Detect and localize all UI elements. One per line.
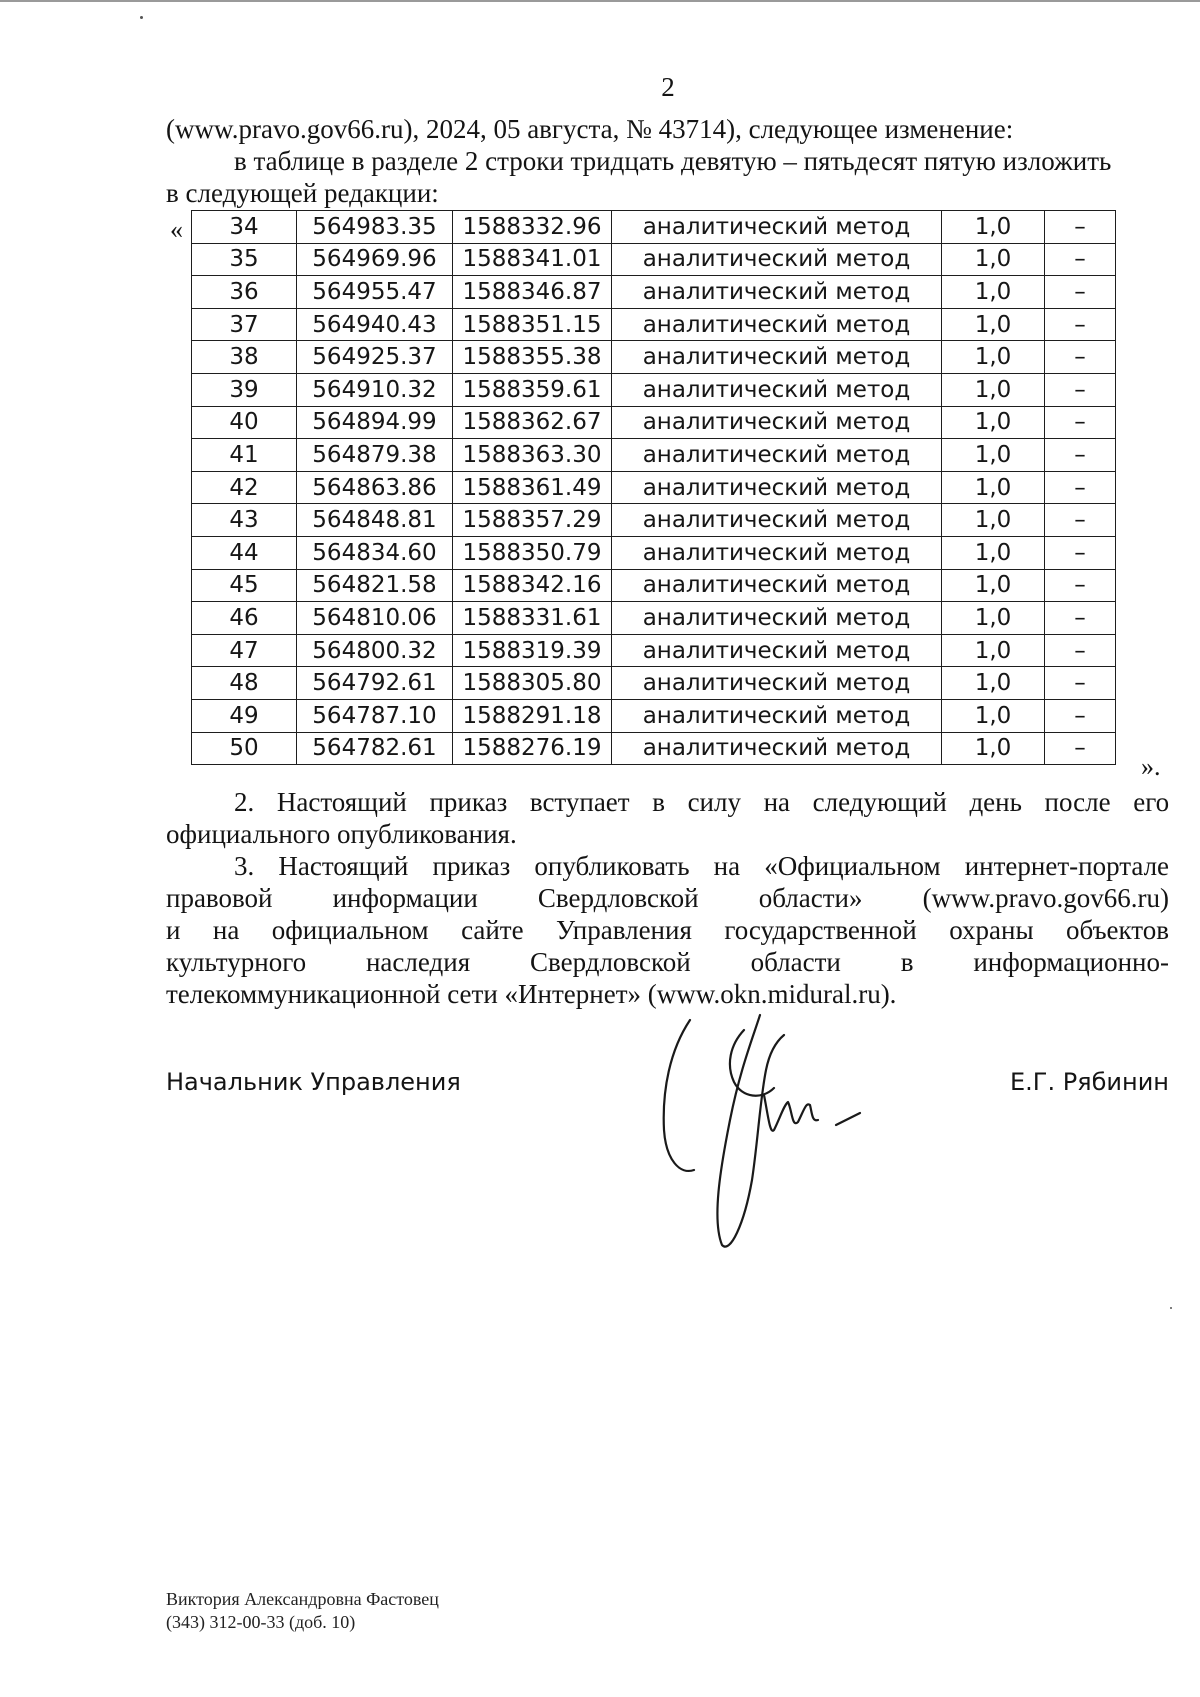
- clause-2-line-1: [234, 786, 1169, 818]
- signer-title: Начальник Управления: [166, 1068, 461, 1096]
- clause-3-line-3: [166, 914, 1169, 946]
- accuracy-cell: 1,0: [942, 699, 1045, 732]
- y-coordinate-cell: 1588341.01: [453, 243, 612, 276]
- note-cell: –: [1045, 341, 1116, 374]
- intro-line-2: в таблице в разделе 2 строки тридцать девятую – пятьдесят пятую изложить: [234, 146, 1112, 176]
- note-cell: –: [1045, 667, 1116, 700]
- method-cell: аналитический метод: [612, 667, 942, 700]
- note-cell: –: [1045, 504, 1116, 537]
- clause-2-line-2: официального опубликования.: [166, 819, 517, 849]
- clause-3-word: информационно-: [973, 947, 1170, 977]
- coordinates-table-body: [192, 211, 1116, 765]
- clause-3-word: (www.pravo.gov66.ru): [922, 883, 1170, 913]
- method-cell: аналитический метод: [612, 732, 942, 765]
- page-number: 2: [661, 72, 675, 102]
- accuracy-cell: 1,0: [942, 569, 1045, 602]
- table-row: [192, 373, 1116, 406]
- point-number-cell: 40: [192, 406, 297, 439]
- point-number-cell: 42: [192, 471, 297, 504]
- y-coordinate-cell: 1588363.30: [453, 439, 612, 472]
- method-cell: аналитический метод: [612, 243, 942, 276]
- y-coordinate-cell: 1588351.15: [453, 308, 612, 341]
- point-number-cell: 38: [192, 341, 297, 374]
- accuracy-cell: 1,0: [942, 276, 1045, 309]
- x-coordinate-cell: 564782.61: [297, 732, 453, 765]
- table-row: [192, 308, 1116, 341]
- clause-3-word: Свердловской: [529, 947, 691, 977]
- method-cell: аналитический метод: [612, 341, 942, 374]
- clause-3-word: области: [750, 947, 841, 977]
- x-coordinate-cell: 564910.32: [297, 373, 453, 406]
- clause-3-word: сайте: [461, 915, 524, 945]
- clause-2-word: день: [969, 787, 1022, 817]
- point-number-cell: 50: [192, 732, 297, 765]
- signer-name: Е.Г. Рябинин: [1010, 1068, 1169, 1096]
- accuracy-cell: 1,0: [942, 211, 1045, 244]
- note-cell: –: [1045, 373, 1116, 406]
- x-coordinate-cell: 564955.47: [297, 276, 453, 309]
- point-number-cell: 36: [192, 276, 297, 309]
- point-number-cell: 48: [192, 667, 297, 700]
- point-number-cell: 34: [192, 211, 297, 244]
- x-coordinate-cell: 564894.99: [297, 406, 453, 439]
- table-row: [192, 504, 1116, 537]
- executor-name: Виктория Александровна Фастовец: [166, 1589, 439, 1609]
- clause-2-word: приказ: [429, 787, 508, 817]
- table-close-quote: ».: [1141, 752, 1161, 781]
- y-coordinate-cell: 1588291.18: [453, 699, 612, 732]
- clause-3-line-5: телекоммуникационной сети «Интернет» (www.okn.midural.ru).: [166, 979, 897, 1009]
- method-cell: аналитический метод: [612, 699, 942, 732]
- clause-2-word: после: [1044, 787, 1111, 817]
- clause-3-word: в: [900, 947, 914, 977]
- clause-3-word: интернет-портале: [964, 851, 1170, 881]
- intro-line-1: (www.pravo.gov66.ru), 2024, 05 августа, № 43714), следующее изменение:: [166, 114, 1014, 144]
- clause-3-word: на: [713, 851, 741, 881]
- clause-3-line-1: [234, 850, 1169, 882]
- y-coordinate-cell: 1588362.67: [453, 406, 612, 439]
- clause-2-word: вступает: [529, 787, 630, 817]
- table-row: [192, 569, 1116, 602]
- x-coordinate-cell: 564983.35: [297, 211, 453, 244]
- y-coordinate-cell: 1588331.61: [453, 602, 612, 635]
- method-cell: аналитический метод: [612, 211, 942, 244]
- accuracy-cell: 1,0: [942, 536, 1045, 569]
- note-cell: –: [1045, 243, 1116, 276]
- y-coordinate-cell: 1588350.79: [453, 536, 612, 569]
- accuracy-cell: 1,0: [942, 504, 1045, 537]
- accuracy-cell: 1,0: [942, 243, 1045, 276]
- point-number-cell: 47: [192, 634, 297, 667]
- x-coordinate-cell: 564787.10: [297, 699, 453, 732]
- clause-3-word: наследия: [365, 947, 471, 977]
- note-cell: –: [1045, 732, 1116, 765]
- accuracy-cell: 1,0: [942, 471, 1045, 504]
- method-cell: аналитический метод: [612, 471, 942, 504]
- x-coordinate-cell: 564834.60: [297, 536, 453, 569]
- note-cell: –: [1045, 406, 1116, 439]
- accuracy-cell: 1,0: [942, 602, 1045, 635]
- note-cell: –: [1045, 439, 1116, 472]
- clause-3-line-4: [166, 946, 1169, 978]
- point-number-cell: 39: [192, 373, 297, 406]
- method-cell: аналитический метод: [612, 504, 942, 537]
- method-cell: аналитический метод: [612, 406, 942, 439]
- clause-2-word: 2.: [234, 787, 255, 817]
- table-row: [192, 341, 1116, 374]
- y-coordinate-cell: 1588332.96: [453, 211, 612, 244]
- x-coordinate-cell: 564810.06: [297, 602, 453, 635]
- point-number-cell: 41: [192, 439, 297, 472]
- executor-footer: [166, 1588, 439, 1634]
- accuracy-cell: 1,0: [942, 373, 1045, 406]
- method-cell: аналитический метод: [612, 536, 942, 569]
- table-row: [192, 406, 1116, 439]
- clause-3-word: информации: [332, 883, 478, 913]
- clause-2-word: силу: [687, 787, 741, 817]
- y-coordinate-cell: 1588357.29: [453, 504, 612, 537]
- clause-3-word: «Официальном: [764, 851, 941, 881]
- accuracy-cell: 1,0: [942, 667, 1045, 700]
- table-row: [192, 471, 1116, 504]
- method-cell: аналитический метод: [612, 634, 942, 667]
- method-cell: аналитический метод: [612, 308, 942, 341]
- note-cell: –: [1045, 699, 1116, 732]
- method-cell: аналитический метод: [612, 569, 942, 602]
- x-coordinate-cell: 564969.96: [297, 243, 453, 276]
- clause-3-word: правовой: [166, 883, 273, 913]
- clause-2-word: Настоящий: [276, 787, 407, 817]
- intro-line-3: в следующей редакции:: [166, 178, 439, 208]
- accuracy-cell: 1,0: [942, 732, 1045, 765]
- clause-3-word: области»: [758, 883, 863, 913]
- clause-3-word: Настоящий: [278, 851, 409, 881]
- y-coordinate-cell: 1588359.61: [453, 373, 612, 406]
- point-number-cell: 45: [192, 569, 297, 602]
- y-coordinate-cell: 1588355.38: [453, 341, 612, 374]
- table-row: [192, 602, 1116, 635]
- clause-3-word: охраны: [949, 915, 1034, 945]
- scan-top-edge: [0, 0, 1200, 2]
- clause-3-word: 3.: [234, 851, 255, 881]
- y-coordinate-cell: 1588319.39: [453, 634, 612, 667]
- point-number-cell: 46: [192, 602, 297, 635]
- clause-2-word: его: [1133, 787, 1170, 817]
- clause-2-word: на: [763, 787, 791, 817]
- accuracy-cell: 1,0: [942, 308, 1045, 341]
- method-cell: аналитический метод: [612, 276, 942, 309]
- note-cell: –: [1045, 276, 1116, 309]
- accuracy-cell: 1,0: [942, 341, 1045, 374]
- y-coordinate-cell: 1588305.80: [453, 667, 612, 700]
- x-coordinate-cell: 564792.61: [297, 667, 453, 700]
- x-coordinate-cell: 564879.38: [297, 439, 453, 472]
- table-row: [192, 667, 1116, 700]
- x-coordinate-cell: 564863.86: [297, 471, 453, 504]
- note-cell: –: [1045, 471, 1116, 504]
- accuracy-cell: 1,0: [942, 634, 1045, 667]
- clause-3-word: опубликовать: [534, 851, 690, 881]
- clause-3-word: культурного: [166, 947, 307, 977]
- y-coordinate-cell: 1588342.16: [453, 569, 612, 602]
- accuracy-cell: 1,0: [942, 406, 1045, 439]
- table-row: [192, 211, 1116, 244]
- clause-3-word: объектов: [1066, 915, 1169, 945]
- x-coordinate-cell: 564848.81: [297, 504, 453, 537]
- point-number-cell: 43: [192, 504, 297, 537]
- handwritten-signature: [660, 1010, 880, 1255]
- method-cell: аналитический метод: [612, 602, 942, 635]
- clause-3-word: Свердловской: [537, 883, 699, 913]
- table-row: [192, 243, 1116, 276]
- scan-speck: [140, 16, 143, 19]
- scan-speck: [1170, 1307, 1172, 1309]
- table-open-quote: «: [170, 215, 183, 244]
- clause-3-line-2: [166, 882, 1169, 914]
- clause-3-word: приказ: [432, 851, 511, 881]
- table-row: [192, 536, 1116, 569]
- clause-2-word: в: [652, 787, 665, 817]
- table-row: [192, 439, 1116, 472]
- x-coordinate-cell: 564821.58: [297, 569, 453, 602]
- x-coordinate-cell: 564800.32: [297, 634, 453, 667]
- point-number-cell: 37: [192, 308, 297, 341]
- clause-3-word: государственной: [724, 915, 917, 945]
- executor-phone: (343) 312-00-33 (доб. 10): [166, 1612, 356, 1632]
- y-coordinate-cell: 1588276.19: [453, 732, 612, 765]
- point-number-cell: 44: [192, 536, 297, 569]
- coordinates-table: [191, 210, 1116, 765]
- x-coordinate-cell: 564925.37: [297, 341, 453, 374]
- table-row: [192, 276, 1116, 309]
- point-number-cell: 35: [192, 243, 297, 276]
- note-cell: –: [1045, 634, 1116, 667]
- accuracy-cell: 1,0: [942, 439, 1045, 472]
- note-cell: –: [1045, 602, 1116, 635]
- method-cell: аналитический метод: [612, 373, 942, 406]
- table-row: [192, 634, 1116, 667]
- table-row: [192, 699, 1116, 732]
- clause-2-word: следующий: [812, 787, 947, 817]
- clause-3-word: Управления: [556, 915, 692, 945]
- note-cell: –: [1045, 308, 1116, 341]
- note-cell: –: [1045, 211, 1116, 244]
- y-coordinate-cell: 1588361.49: [453, 471, 612, 504]
- table-row: [192, 732, 1116, 765]
- x-coordinate-cell: 564940.43: [297, 308, 453, 341]
- clause-3-word: и на официальном: [166, 915, 429, 945]
- note-cell: –: [1045, 569, 1116, 602]
- y-coordinate-cell: 1588346.87: [453, 276, 612, 309]
- point-number-cell: 49: [192, 699, 297, 732]
- note-cell: –: [1045, 536, 1116, 569]
- method-cell: аналитический метод: [612, 439, 942, 472]
